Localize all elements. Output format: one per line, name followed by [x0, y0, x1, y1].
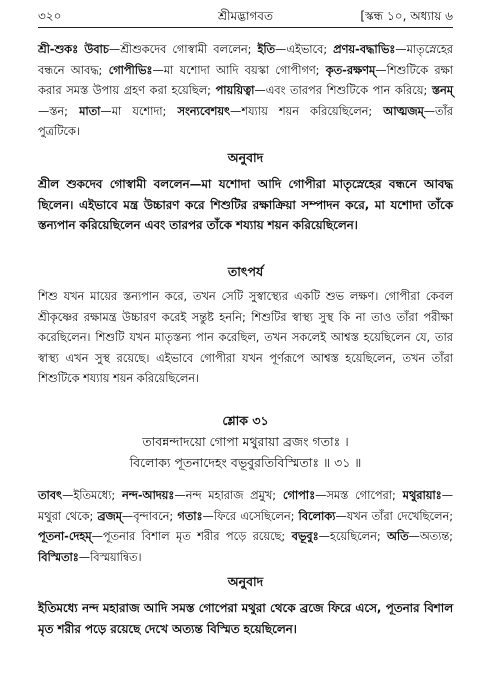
synonym-term: প্রণয়-বদ্ধাভিঃ — [333, 43, 396, 56]
synonym-meaning: ফিরে এসেছিলেন; — [213, 509, 299, 523]
synonym-term: সংন্যবেশয়ৎ — [177, 104, 231, 118]
translation-text: শ্রীল শুকদেব গোস্বামী বললেন—মা যশোদা আদি গোপীরা মাতৃস্নেহের বন্ধনে আবদ্ধ ছিলেন। এইভাবে মন্ত্র উচ্চারণ করে শিশুটির রক্ষাক্রিয়া সম্পাদন করে, মা যশোদা তাঁকে স্তন্যপান করিয়েছিলেন এবং তারপর তাঁকে শয্যায় শয়ন করিয়েছিলেন। — [38, 177, 453, 232]
synonym-meaning: ইতিমধ্যে; — [73, 489, 123, 502]
synonym-term: আত্মজম্ — [383, 104, 424, 118]
synonym-meaning: বিস্ময়ান্বিত। — [90, 550, 142, 564]
synonym-meaning: পূতনার বিশাল মৃত শরীর পড়ে রয়েছে; — [102, 530, 292, 543]
verse-block — [38, 410, 453, 473]
verse-label: শ্লোক ৩১ — [222, 413, 269, 428]
translation-block-2 — [38, 598, 453, 639]
synonym-meaning: হয়েছিলেন; — [329, 530, 388, 543]
verse-line-2: বিলোক্য পূতনাদেহং বভূবুরতিবিস্মিতাঃ ॥ ৩১ ॥ — [129, 455, 362, 470]
synonym-term: মথুরায়াঃ — [402, 489, 442, 502]
verse-line-1: তাবন্নন্দাদয়ো গোপা মথুরায়া ব্রজং গতাঃ । — [142, 434, 349, 449]
synonym-term: নন্দ-আদয়ঃ — [122, 489, 175, 502]
synonym-meaning: নন্দ মহারাজ প্রমুখ; — [185, 489, 283, 502]
synonym-meaning: মা যশোদা আদি বয়স্কা গোপীগণ; — [163, 63, 326, 77]
synonym-meaning: বৃন্দাবনে; — [133, 509, 178, 523]
section-reference: [স্কন্ধ ১০, অধ্যায় ৬ — [360, 9, 453, 23]
synonym-meaning: অত্যন্ত; — [419, 530, 453, 543]
purport-heading: তাৎপর্য — [227, 264, 264, 279]
synonym-term: অতি — [387, 530, 409, 543]
synonym-meaning: শয্যায় শয়ন করিয়েছিলেন; — [241, 104, 384, 118]
synonym-meaning: তাঁর পুত্রটিকে। — [38, 104, 453, 138]
synonym-term: তাবৎ — [38, 489, 63, 502]
translation-heading: অনুবাদ — [227, 150, 264, 165]
synonym-meaning: স্তন; — [49, 104, 80, 118]
synonym-meaning: যখন তাঁরা দেখেছিলেন; — [346, 509, 453, 523]
synonym-term: পায়য়িত্বা — [215, 84, 255, 97]
synonym-term: শ্রী-শুকঃ উবাচ — [38, 43, 109, 56]
translation-block-1 — [38, 174, 453, 236]
page-number: ৩২০ — [38, 9, 62, 23]
synonyms-paragraph: শ্রী-শুকঃ উবাচ—শ্রীশুকদেব গোস্বামী বললেন; ইতি—এইভাবে; প্রণয়-বদ্ধাভিঃ—মাতৃস্নেহের বন্ধনে আবদ্ধ; গোপীভিঃ—মা যশোদা আদি বয়স্কা গোপীগণ; কৃত-রক্ষণম্—শিশুটিকে রক্ষা করার সমস্ত উপায় গ্রহণ করা হয়েছিল; পায়য়িত্বা—এবং তারপর শিশুটিকে পান করিয়ে; স্তনম্—স্তন; মাতা—মা যশোদা; সংন্যবেশয়ৎ—শয্যায় শয়ন করিয়েছিলেন; আত্মজম্—তাঁর পুত্রটিকে। — [38, 43, 453, 138]
synonym-term: বিলোক্য — [298, 509, 336, 523]
synonym-term: গোপাঃ — [282, 489, 316, 502]
synonym-meaning: মাতৃস্নেহের বন্ধনে আবদ্ধ; — [38, 43, 453, 77]
synonym-term: গতাঃ — [177, 509, 203, 523]
synonym-term: স্তনম্ — [431, 84, 453, 97]
synonyms-block-1 — [38, 40, 453, 143]
synonyms-paragraph: তাবৎ—ইতিমধ্যে; নন্দ-আদয়ঃ—নন্দ মহারাজ প্রমুখ; গোপাঃ—সমস্ত গোপেরা; মথুরায়াঃ—মথুরা থেকে; ব্রজম্—বৃন্দাবনে; গতাঃ—ফিরে এসেছিলেন; বিলোক্য—যখন তাঁরা দেখেছিলেন; পূতনা-দেহম্—পূতনার বিশাল মৃত শরীর পড়ে রয়েছে; বভূবুঃ—হয়েছিলেন; অতি—অত্যন্ত; বিস্মিতাঃ—বিস্ময়ান্বিত। — [38, 489, 454, 564]
synonym-meaning: সমস্ত গোপেরা; — [326, 489, 403, 502]
synonym-term: কৃত-রক্ষণম্ — [325, 63, 376, 77]
synonym-meaning: এইভাবে; — [286, 43, 334, 56]
synonym-term: গোপীভিঃ — [108, 63, 153, 77]
header-rule — [38, 27, 453, 28]
synonym-term: বিস্মিতাঃ — [38, 550, 79, 564]
synonym-meaning: শিশুটিকে রক্ষা করার সমস্ত উপায় গ্রহণ করা হয়েছিল; — [38, 63, 453, 97]
synonym-meaning: এবং তারপর শিশুটিকে পান করিয়ে; — [265, 84, 432, 97]
book-title: শ্রীমদ্ভাগবত — [217, 9, 273, 23]
synonym-term: ব্রজম্ — [97, 509, 122, 523]
synonym-meaning: মথুরা থেকে; — [38, 509, 98, 523]
synonym-term: ইতি — [257, 43, 276, 56]
synonym-term: পূতনা-দেহম্ — [38, 530, 92, 543]
synonyms-block-2 — [38, 486, 453, 568]
translation-heading: অনুবাদ — [227, 574, 264, 589]
synonym-meaning: শ্রীশুকদেব গোস্বামী বললেন; — [120, 43, 258, 56]
purport-block — [38, 287, 453, 390]
synonym-term: বভূবুঃ — [291, 530, 319, 543]
synonym-meaning: মা যশোদা; — [111, 104, 178, 118]
purport-text: শিশু যখন মায়ের স্তন্যপান করে, তখন সেটি সুস্বাস্থ্যের একটি শুভ লক্ষণ। গোপীরা কেবল শ্রীকৃষ্ণের রক্ষামন্ত্র উচ্চারণ করেই সন্তুষ্ট হননি; শিশুটির স্বাস্থ্য সুস্থ কি না তাও তাঁরা পরীক্ষা করেছিলেন। শিশুটি যখন মাতৃস্তন্য পান করেছিল, তখন সকলেই আশ্বস্ত হয়েছিলেন যে, তার স্বাস্থ্য এখন সুস্থ রয়েছে। এইভাবে গোপীরা যখন পূর্ণরূপে আশ্বস্ত হয়েছিলেন, তখন তাঁরা শিশুটিকে শয্যায় শয়ন করিয়েছিলেন। — [38, 290, 453, 385]
translation-text: ইতিমধ্যে নন্দ মহারাজ আদি সমস্ত গোপেরা মথুরা থেকে ব্রজে ফিরে এসে, পূতনার বিশাল মৃত শরীর পড়ে রয়েছে দেখে অত্যন্ত বিস্মিত হয়েছিলেন। — [38, 601, 453, 636]
synonym-term: মাতা — [79, 104, 101, 118]
